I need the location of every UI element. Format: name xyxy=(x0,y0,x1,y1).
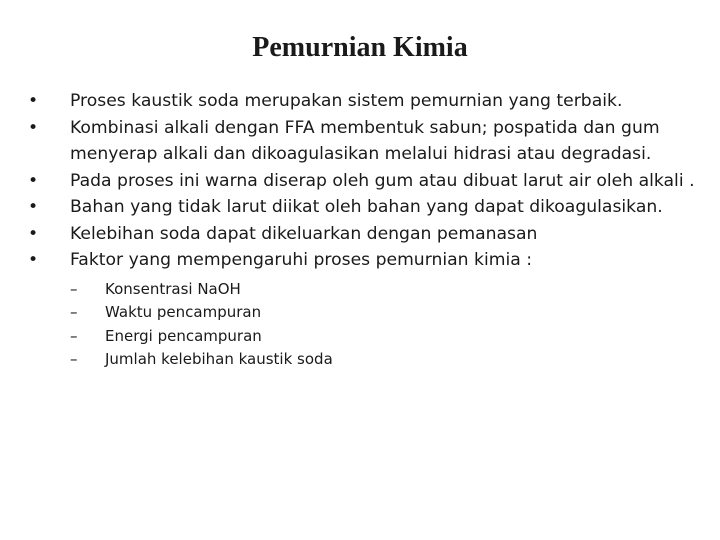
sub-item xyxy=(70,325,698,349)
bullet-item xyxy=(28,115,698,168)
dash-icon: – xyxy=(70,326,78,345)
sub-item xyxy=(70,348,698,372)
dash-icon: – xyxy=(70,350,78,368)
bullet-text: Proses kaustik soda merupakan sistem pemurnian yang terbaik. xyxy=(70,91,623,111)
bullet-text: Bahan yang tidak larut diikat oleh bahan yang dapat dikoagulasikan. xyxy=(70,197,663,217)
bullet-text: Kombinasi alkali dengan FFA membentuk sabun; pospatida dan gum menyerap alkali dan dikoagulasikan melalui hidrasi atau degradasi. xyxy=(70,117,660,164)
sub-item-text: Konsentrasi NaOH xyxy=(105,279,241,298)
bullet-icon: • xyxy=(28,91,39,111)
bullet-item xyxy=(28,194,698,221)
bullet-icon: • xyxy=(28,117,39,138)
bullet-text: Pada proses ini warna diserap oleh gum atau dibuat larut air oleh alkali . xyxy=(70,170,695,191)
bullet-text: Faktor yang mempengaruhi proses pemurnian kimia : xyxy=(70,250,533,270)
bullet-list xyxy=(28,88,698,372)
bullet-item xyxy=(28,168,698,195)
sub-item xyxy=(70,278,698,302)
bullet-icon: • xyxy=(28,223,39,244)
dash-icon: – xyxy=(70,279,78,298)
bullet-item xyxy=(28,221,698,248)
bullet-item xyxy=(28,88,698,115)
slide-title: Pemurnian Kimia xyxy=(252,32,468,63)
bullet-item xyxy=(28,247,698,372)
sub-item xyxy=(70,301,698,325)
sub-item-text: Jumlah kelebihan kaustik soda xyxy=(105,350,333,368)
dash-icon: – xyxy=(70,303,78,321)
bullet-icon: • xyxy=(28,170,39,191)
sub-item-text: Waktu pencampuran xyxy=(105,303,262,321)
bullet-icon: • xyxy=(28,250,39,270)
bullet-icon: • xyxy=(28,197,39,217)
bullet-text: Kelebihan soda dapat dikeluarkan dengan pemanasan xyxy=(70,223,538,244)
sub-item-text: Energi pencampuran xyxy=(105,326,262,345)
sub-list xyxy=(70,278,698,372)
